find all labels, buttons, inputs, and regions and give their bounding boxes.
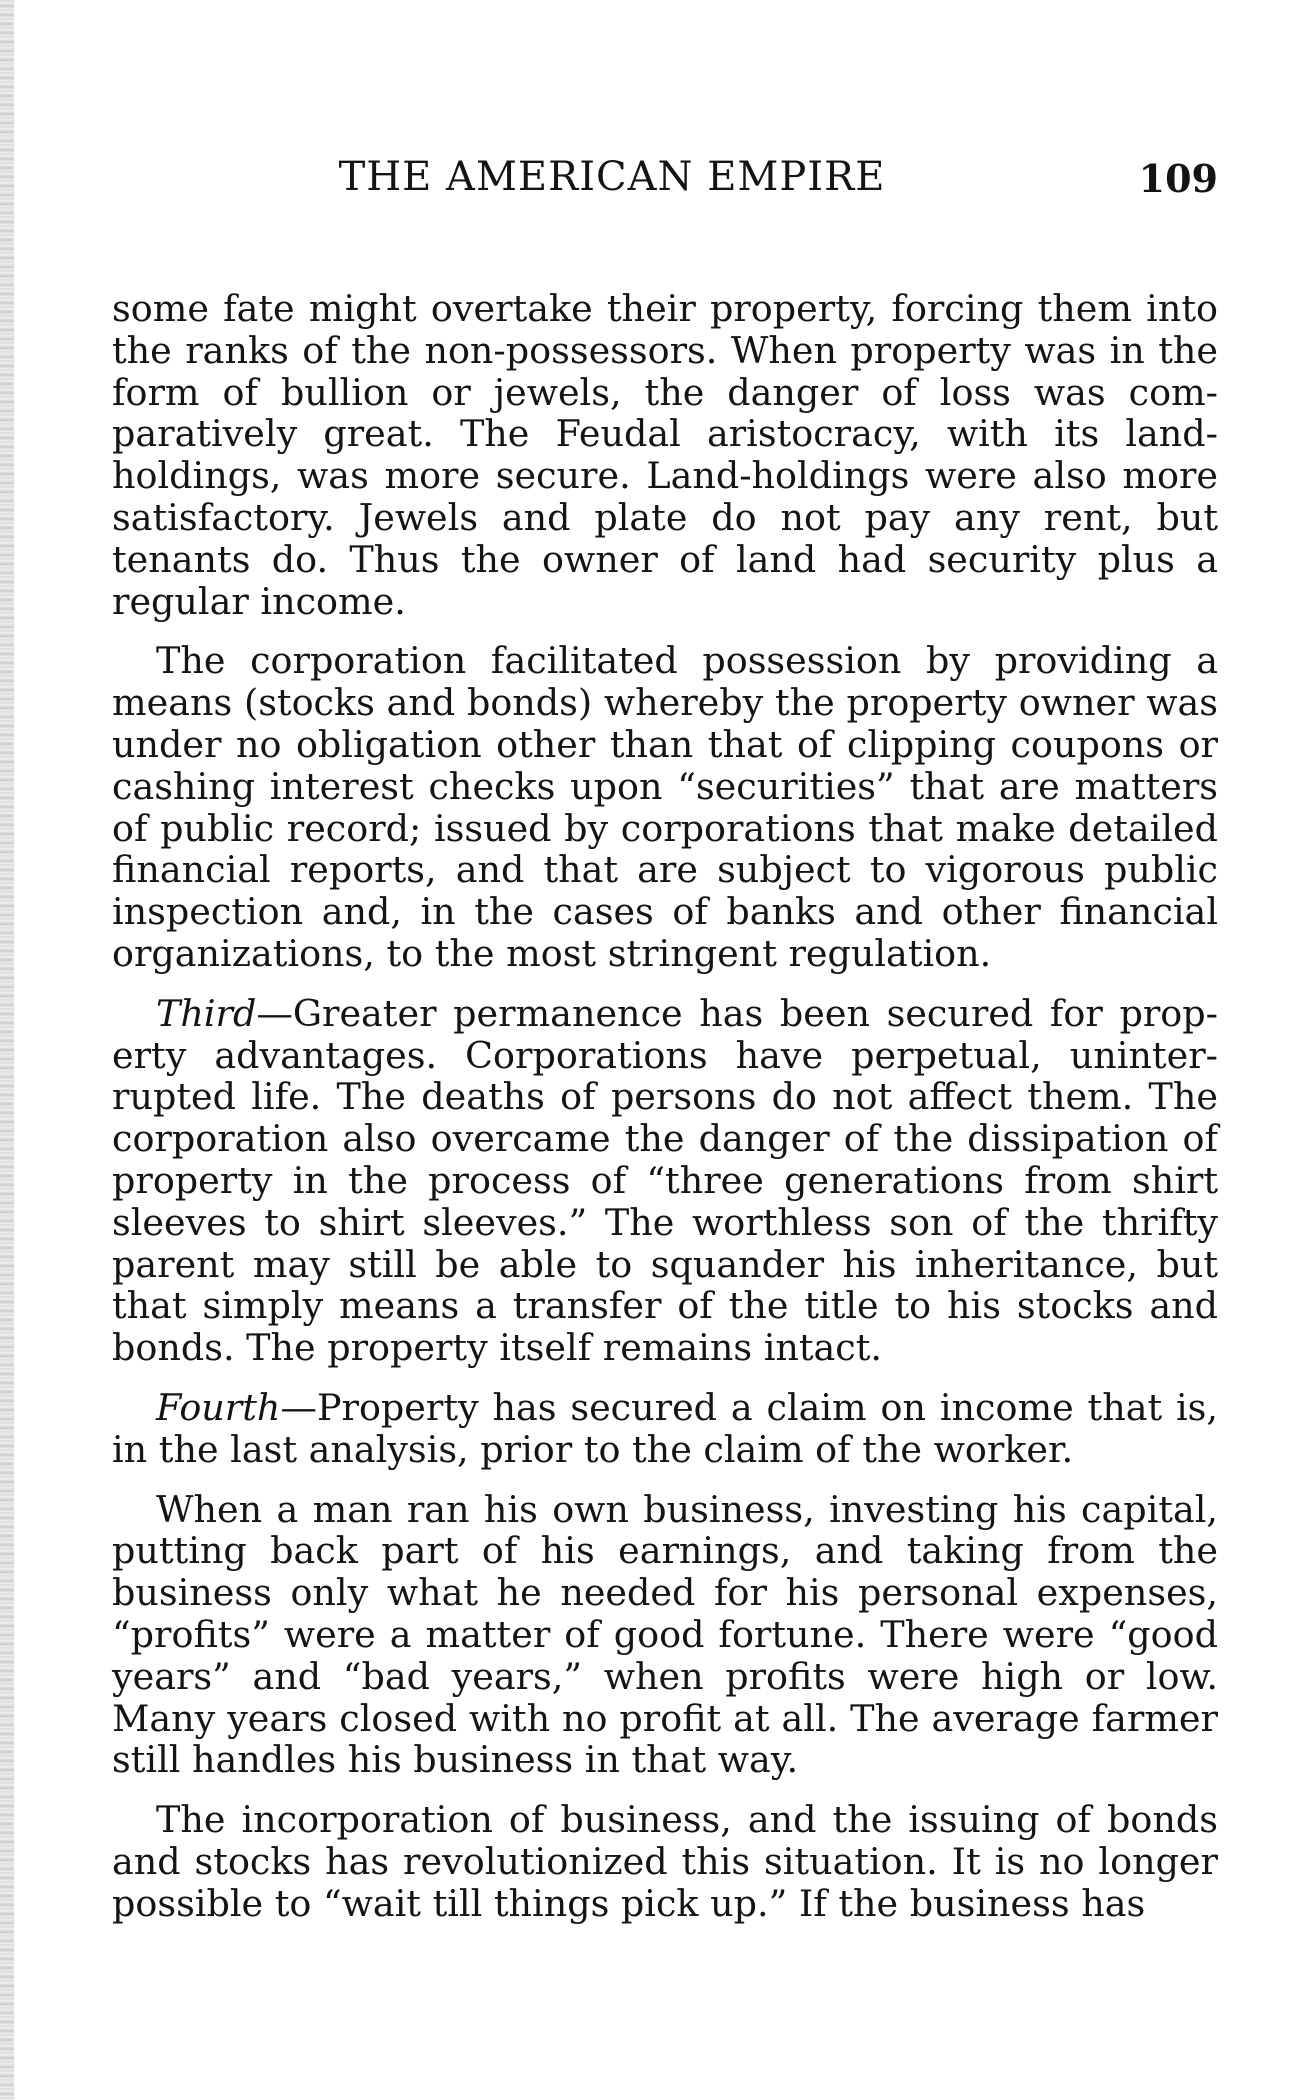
paragraph-fourth <box>112 1387 1218 1471</box>
paragraph-lead-word: Third <box>156 991 257 1035</box>
paragraph-text: —Property has secured a claim on income that is, in the last analysis, prior to the claim of the worker. <box>112 1385 1218 1471</box>
paragraph-incorporation <box>112 1799 1218 1924</box>
paragraph-corporation <box>112 640 1218 974</box>
paragraph-own-business <box>112 1489 1218 1782</box>
body-text <box>112 288 1218 1924</box>
page-binding-edge <box>0 0 14 2100</box>
page-number: 109 <box>1138 156 1218 201</box>
paragraph-text: The corporation facilitated possession by providing a means (stocks and bonds) whereby the property owner was under no obligation other than that of clipping coupons or cashing interest checks upon “securities” that are matters of public record; issued by corporations that make detailed financial reports, and that are subject to vigorous public inspection and, in the cases of banks and other financial organizations, to the most stringent regulation. <box>112 639 1218 975</box>
paragraph-third <box>112 993 1218 1369</box>
book-page <box>112 150 1218 1942</box>
paragraph-lead-word: Fourth <box>156 1385 281 1429</box>
paragraph-text: —Greater permanence has been secured for property advantages. Corporations have perpetual, uninterrupted life. The deaths of persons do not affect them. The corporation also overcame the danger of the dissipation of property in the process of “three generations from shirt sleeves to shirt sleeves.” The worthless son of the thrifty parent may still be able to squander his inheritance, but that simply means a transfer of the title to his stocks and bonds. The property itself remains intact. <box>112 991 1218 1370</box>
running-head-title: THE AMERICAN EMPIRE <box>338 154 886 200</box>
paragraph-text: some fate might overtake their property, forcing them into the ranks of the non-possessors. When property was in the form of bullion or jewels, the danger of loss was comparatively great. The Feudal aristocracy, with its landholdings, was more secure. Land-holdings were also more satisfactory. Jewels and plate do not pay any rent, but tenants do. Thus the owner of land had security plus a regular income. <box>112 287 1218 623</box>
running-head <box>112 150 1218 210</box>
paragraph-text: The incorporation of business, and the issuing of bonds and stocks has revolutionized this situation. It is no longer possible to “wait till things pick up.” If the business has <box>112 1798 1218 1925</box>
paragraph-continued <box>112 288 1218 622</box>
paragraph-text: When a man ran his own business, investing his capital, putting back part of his earnings, and taking from the business only what he needed for his personal expenses, “profits” were a matter of good fortune. There were “good years” and “bad years,” when profits were high or low. Many years closed with no profit at all. The average farmer still handles his business in that way. <box>112 1487 1218 1782</box>
